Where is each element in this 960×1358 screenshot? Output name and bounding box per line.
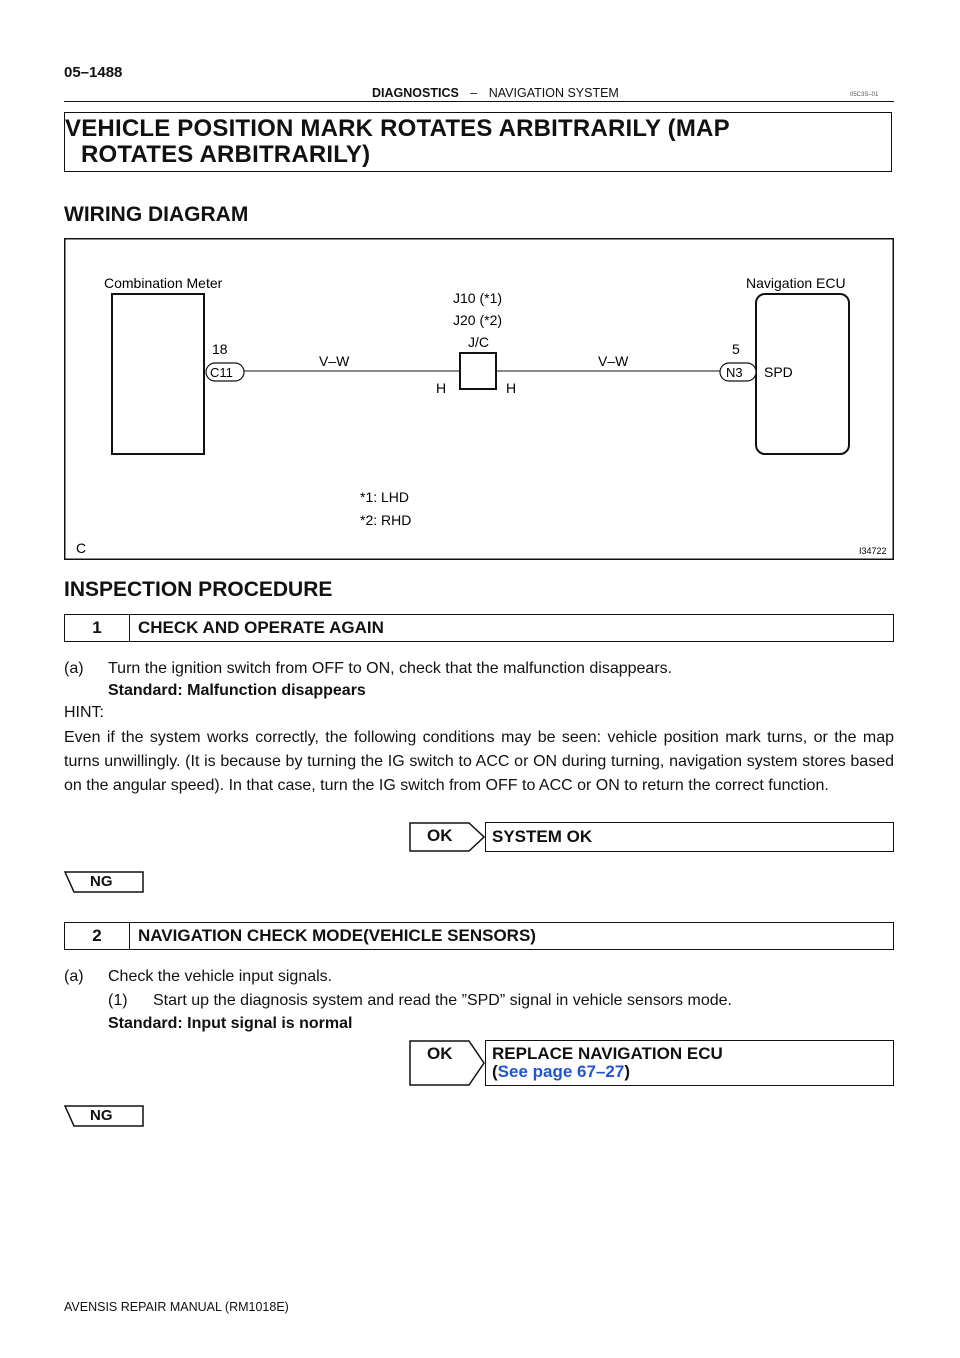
note-rhd: *2: RHD xyxy=(360,512,412,528)
step-1-hint-label: HINT: xyxy=(64,704,104,721)
doc-code: 05C3S–01 xyxy=(850,92,879,98)
step-1-standard: Standard: Malfunction disappears xyxy=(108,682,366,699)
wiring-heading: WIRING DIAGRAM xyxy=(64,203,249,226)
combination-meter-label: Combination Meter xyxy=(104,275,223,291)
step-1-item-a-label: (a) xyxy=(64,660,84,677)
combination-meter-box xyxy=(112,294,204,454)
junction-id-2: J20 (*2) xyxy=(453,312,503,328)
section-name: DIAGNOSTICS xyxy=(372,86,459,100)
ok-arrow-1 xyxy=(409,822,485,852)
wiring-diagram xyxy=(64,238,894,560)
inspection-heading: INSPECTION PROCEDURE xyxy=(64,578,333,601)
step-1-item-a: Turn the ignition switch from OFF to ON, check that the malfunction disappears. xyxy=(108,660,673,677)
step-1-ok-label: OK xyxy=(427,826,453,845)
step-2-item-a: Check the vehicle input signals. xyxy=(108,968,333,985)
step-2-ok-label: OK xyxy=(427,1044,453,1063)
right-pin-number: 5 xyxy=(732,341,740,357)
step-1-ok-action: SYSTEM OK xyxy=(485,822,894,852)
page-title-line-1: VEHICLE POSITION MARK ROTATES ARBITRARILY (MAP xyxy=(65,115,730,142)
step-2-ok-result xyxy=(409,1040,894,1086)
ok-arrow-2 xyxy=(409,1040,485,1086)
navigation-ecu-label: Navigation ECU xyxy=(746,275,846,291)
page-title-box xyxy=(64,112,892,172)
see-page-link[interactable]: See page 67–27 xyxy=(497,1062,625,1081)
left-pin-number: 18 xyxy=(212,341,228,357)
left-connector-label: C11 xyxy=(210,365,233,380)
step-1-hint-text: Even if the system works correctly, the following conditions may be seen: vehicle position mark turns, or the map turns unwillingly. (It is because by turning the IG switch to ACC or ON during turning, navigation system stores based on the angular speed). In that case, turn the IG switch from OFF to ACC or ON to return the correct function. xyxy=(64,729,894,794)
step-2-sub-1: Start up the diagnosis system and read the ”SPD” signal in vehicle sensors mode. xyxy=(153,992,732,1009)
junction-connector xyxy=(460,353,496,389)
step-1-ng-tab xyxy=(64,871,144,893)
junction-pin-left: H xyxy=(436,380,447,396)
left-wire-color: V–W xyxy=(319,353,350,369)
page-number: 05–1488 xyxy=(64,64,123,81)
step-2-sub-1-label: (1) xyxy=(108,992,128,1009)
step-2-standard: Standard: Input signal is normal xyxy=(108,1015,353,1032)
note-lhd: *1: LHD xyxy=(360,489,410,505)
step-1-ng-label: NG xyxy=(90,873,113,890)
header-rule xyxy=(64,101,894,102)
step-2-ng-tab xyxy=(64,1105,144,1127)
step-2-ok-action-line2 xyxy=(492,1063,893,1081)
junction-pin-right: H xyxy=(506,380,517,396)
corner-label: C xyxy=(76,540,87,556)
step-2-ok-action-line1: REPLACE NAVIGATION ECU xyxy=(492,1044,723,1063)
step-1-ok-result xyxy=(409,822,894,852)
section-header xyxy=(372,86,619,100)
junction-id-1: J10 (*1) xyxy=(453,290,503,306)
right-wire-color: V–W xyxy=(598,353,629,369)
page-title-line-2: ROTATES ARBITRARILY) xyxy=(81,141,371,168)
step-2-ok-action xyxy=(485,1040,894,1086)
footer-manual-id: AVENSIS REPAIR MANUAL (RM1018E) xyxy=(64,1300,289,1314)
step-1-title: CHECK AND OPERATE AGAIN xyxy=(138,618,384,637)
junction-name: J/C xyxy=(468,334,489,350)
paren-open: ( xyxy=(492,1062,498,1081)
step-1-header xyxy=(64,614,894,642)
spd-terminal-label: SPD xyxy=(764,364,793,380)
section-separator: – xyxy=(470,86,478,100)
step-2-header xyxy=(64,922,894,950)
step-2-number: 2 xyxy=(65,923,130,949)
step-1-number: 1 xyxy=(65,615,130,641)
step-2-item-a-label: (a) xyxy=(64,968,84,985)
figure-id: I34722 xyxy=(859,546,887,556)
subsection-name: NAVIGATION SYSTEM xyxy=(488,86,619,100)
right-connector-label: N3 xyxy=(726,365,743,380)
paren-close: ) xyxy=(624,1062,630,1081)
step-2-title: NAVIGATION CHECK MODE(VEHICLE SENSORS) xyxy=(138,926,536,945)
step-2-ng-label: NG xyxy=(90,1107,113,1124)
